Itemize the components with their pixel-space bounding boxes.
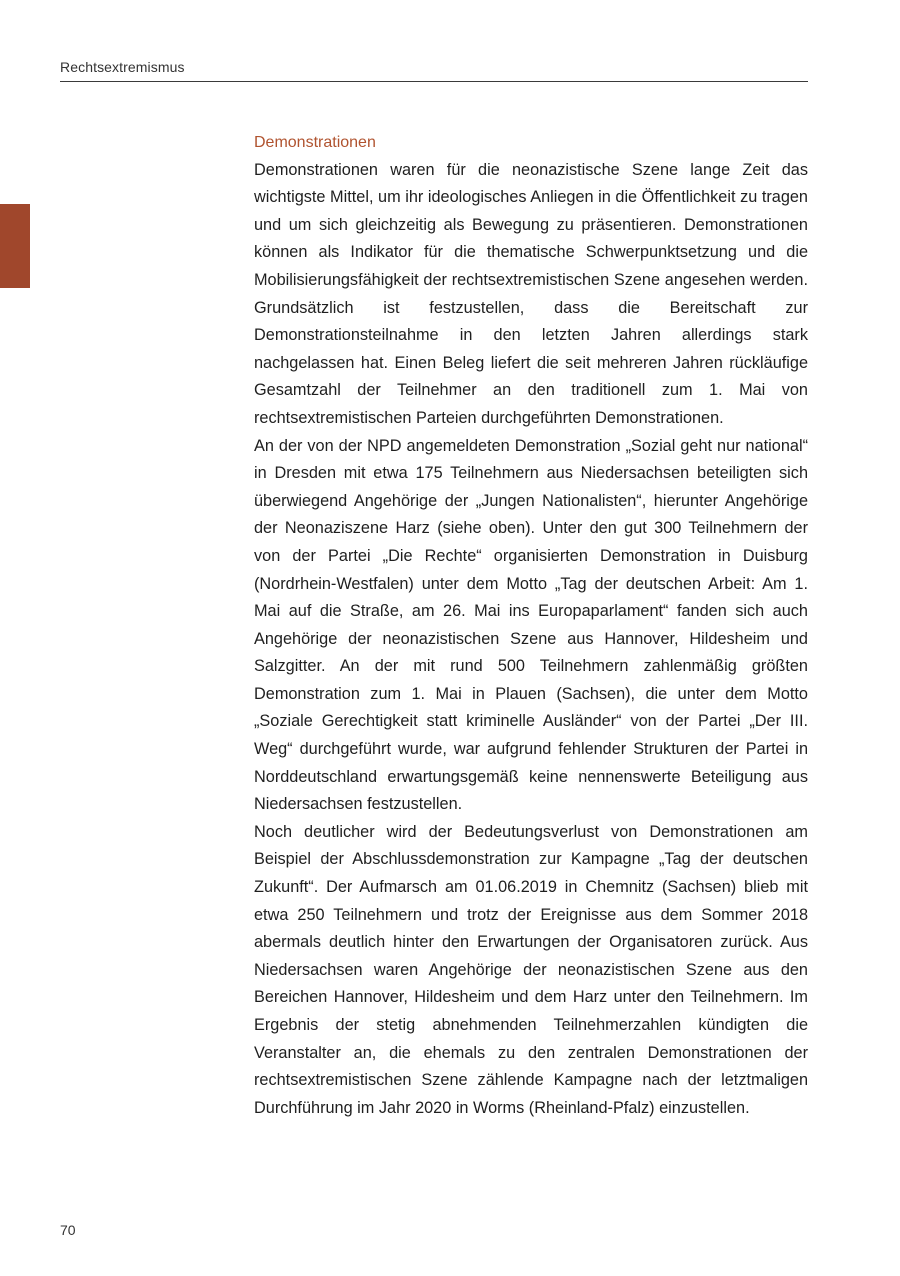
paragraph-3: Noch deutlicher wird der Bedeutungsverlust von Demonstrationen am Beispiel der Abschlussdemonstration zur Kampagne „Tag der deutschen Zukunft“. Der Aufmarsch am 01.06.2019 in Chemnitz (Sachsen) blieb mit etwa 250 Teilnehmern und trotz der Ereignisse aus dem Sommer 2018 abermals deutlich hinter den Erwartungen der Organisatoren zurück. Aus Niedersachsen waren Angehörige der neonazistischen Szene aus den Bereichen Hannover, Hildesheim und dem Harz unter den Teilnehmern. Im Ergebnis der stetig abnehmenden Teilnehmerzahlen kündigten die Veranstalter an, die ehemals zu den zentralen Demonstrationen der rechtsextremistischen Szene zählende Kampagne nach der letztmaligen Durchführung im Jahr 2020 in Worms (Rheinland-Pfalz) einzustellen. [254, 822, 808, 1117]
chapter-tab-marker [0, 204, 30, 288]
paragraph-1: Demonstrationen waren für die neonazistische Szene lange Zeit das wichtigste Mittel, um ihr ideologisches Anliegen in die Öffentlichkeit zu tragen und um sich gleichzeitig als Bewegung zu präsentieren. Demonstrationen können als Indikator für die thematische Schwerpunktsetzung und die Mobilisierungsfähigkeit der rechtsextremistischen Szene angesehen werden. Grundsätzlich ist festzustellen, dass die Bereitschaft zur Demonstrationsteilnahme in den letzten Jahren allerdings stark nachgelassen hat. Einen Beleg liefert die seit mehreren Jahren rückläufige Gesamtzahl der Teilnehmer an den traditionell zum 1. Mai von rechtsextremistischen Parteien durchgeführten Demonstrationen. [254, 160, 808, 427]
main-text-column [254, 129, 808, 1122]
section-heading: Demonstrationen [254, 134, 376, 151]
running-header-title: Rechtsextremismus [60, 59, 185, 75]
paragraph-2: An der von der NPD angemeldeten Demonstration „Sozial geht nur national“ in Dresden mit etwa 175 Teilnehmern aus Niedersachsen beteiligten sich überwiegend Angehörige der „Jungen Nationalisten“, hierunter Angehörige der Neonaziszene Harz (siehe oben). Unter den gut 300 Teilnehmern der von der Partei „Die Rechte“ organisierten Demonstration in Duisburg (Nordrhein-Westfalen) unter dem Motto „Tag der deutschen Arbeit: Am 1. Mai auf die Straße, am 26. Mai ins Europaparlament“ fanden sich auch Angehörige der neonazistischen Szene aus Hannover, Hildesheim und Salzgitter. An der mit rund 500 Teilnehmern zahlenmäßig größten Demonstration zum 1. Mai in Plauen (Sachsen), die unter dem Motto „Soziale Gerechtigkeit statt kriminelle Ausländer“ von der Partei „Der III. Weg“ durchgeführt wurde, war aufgrund fehlender Strukturen der Partei in Norddeutschland erwartungsgemäß keine nennenswerte Beteiligung aus Niedersachsen festzustellen. [254, 436, 808, 814]
header-divider [60, 81, 808, 82]
page-number: 70 [60, 1222, 76, 1238]
